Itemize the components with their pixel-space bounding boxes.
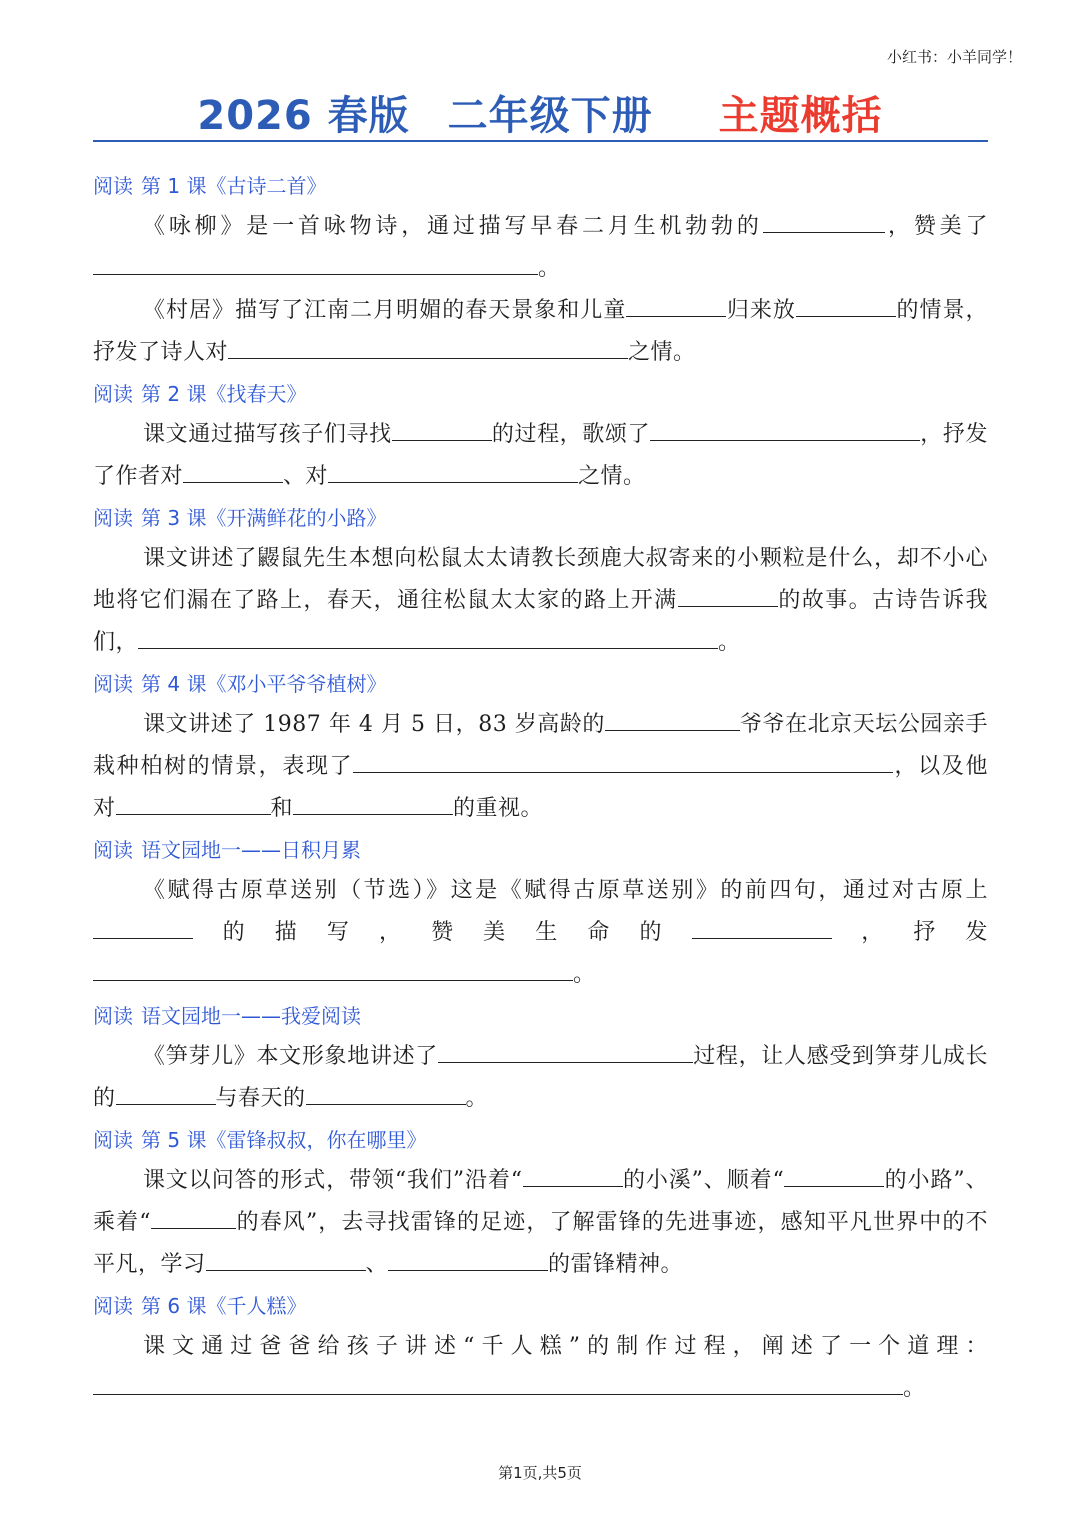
- section-tag: 阅读: [93, 838, 133, 862]
- section-tag: 阅读: [93, 382, 133, 406]
- paragraph: [93, 414, 988, 498]
- text-segment: 。: [573, 962, 596, 987]
- section-tag: 阅读: [93, 1004, 133, 1028]
- text-segment: ，赞美了: [884, 214, 988, 239]
- watermark-text: 小红书：小羊同学！: [886, 48, 1022, 66]
- section-tag: 阅读: [93, 174, 133, 198]
- text-segment: 之情。: [578, 464, 646, 489]
- text-segment: 归来放: [726, 298, 796, 323]
- section-lesson-6: [93, 1286, 988, 1410]
- fill-blank[interactable]: [93, 248, 538, 275]
- paragraph: [93, 1160, 988, 1286]
- section-heading: [93, 996, 988, 1036]
- text-segment: ，以及他对: [93, 754, 988, 821]
- section-heading: [93, 498, 988, 538]
- text-segment: 《村居》描写了江南二月明媚的春天景象和儿童: [143, 298, 627, 323]
- fill-blank[interactable]: [93, 1368, 903, 1395]
- fill-blank[interactable]: [796, 290, 896, 317]
- worksheet-content: [93, 166, 988, 1410]
- section-heading: [93, 166, 988, 206]
- text-segment: 《咏柳》是一首咏物诗，通过描写早春二月生机勃勃的: [143, 214, 763, 239]
- section-garden-1-accumulation: [93, 830, 988, 996]
- fill-blank[interactable]: [353, 746, 893, 773]
- fill-blank[interactable]: [183, 456, 283, 483]
- paragraph: [93, 704, 988, 830]
- text-segment: 。: [718, 630, 741, 655]
- fill-blank[interactable]: [93, 912, 193, 939]
- fill-blank[interactable]: [116, 1078, 216, 1105]
- text-segment: 《笋芽儿》本文形象地讲述了: [143, 1044, 438, 1069]
- section-lesson: 第 3 课《开满鲜花的小路》: [141, 506, 387, 530]
- text-segment: 、对: [283, 464, 329, 489]
- section-heading: [93, 1120, 988, 1160]
- fill-blank[interactable]: [650, 414, 920, 441]
- fill-blank[interactable]: [784, 1160, 884, 1187]
- fill-blank[interactable]: [306, 1078, 466, 1105]
- section-garden-1-reading: [93, 996, 988, 1120]
- section-lesson-3: [93, 498, 988, 664]
- section-tag: 阅读: [93, 1128, 133, 1152]
- section-tag: 阅读: [93, 506, 133, 530]
- section-heading: [93, 374, 988, 414]
- fill-blank[interactable]: [692, 912, 832, 939]
- text-segment: 过程，让人感受到笋芽儿成长的: [93, 1044, 988, 1111]
- title-topic: 主题概括: [718, 93, 883, 139]
- text-segment: 的故事。古诗告诉我们，: [93, 588, 988, 655]
- title-edition: 2026 春版: [197, 93, 410, 139]
- fill-blank[interactable]: [605, 704, 740, 731]
- text-segment: 。: [538, 256, 561, 281]
- text-segment: 的春风”，去寻找雷锋的足迹，了解雷锋的先进事迹，感知平凡世界中的不平凡，学习: [93, 1210, 989, 1277]
- section-heading: [93, 1286, 988, 1326]
- paragraph: [93, 290, 988, 374]
- fill-blank[interactable]: [388, 1244, 548, 1271]
- text-segment: 的雷锋精神。: [548, 1252, 684, 1277]
- section-lesson: 第 4 课《邓小平爷爷植树》: [141, 672, 387, 696]
- paragraph: [93, 1036, 988, 1120]
- text-segment: 。: [465, 1086, 489, 1111]
- fill-blank[interactable]: [392, 414, 492, 441]
- section-lesson: 第 2 课《找春天》: [141, 382, 307, 406]
- text-segment: 的重视。: [453, 796, 544, 821]
- fill-blank[interactable]: [151, 1202, 236, 1229]
- text-segment: 与春天的: [215, 1086, 306, 1111]
- text-segment: ，抒发: [831, 920, 988, 945]
- fill-blank[interactable]: [206, 1244, 366, 1271]
- text-segment: 《赋得古原草送别（节选）》这是《赋得古原草送别》的前四句，通过对古原上: [143, 878, 988, 903]
- text-segment: 爷爷在北京天坛公园亲手栽种柏树的情景，表现了: [93, 712, 988, 779]
- section-lesson: 语文园地一——日积月累: [141, 838, 361, 862]
- text-segment: 的过程，歌颂了: [491, 422, 651, 447]
- text-segment: 课文通过爸爸给孩子讲述“千人糕”的制作过程，阐述了一个道理：: [143, 1334, 988, 1359]
- text-segment: 课文通过描写孩子们寻找: [143, 422, 392, 447]
- section-lesson-2: [93, 374, 988, 498]
- title-grade: 二年级下册: [447, 93, 653, 139]
- text-segment: ，抒发了作者对: [93, 422, 988, 489]
- text-segment: 的描写，赞美生命的: [193, 920, 692, 945]
- fill-blank[interactable]: [438, 1036, 693, 1063]
- text-segment: 的小溪”、顺着“: [622, 1168, 785, 1193]
- text-segment: 的情景，抒发了诗人对: [93, 298, 988, 365]
- section-lesson: 第 6 课《千人糕》: [141, 1294, 307, 1318]
- fill-blank[interactable]: [678, 580, 778, 607]
- fill-blank[interactable]: [93, 954, 573, 981]
- fill-blank[interactable]: [228, 332, 628, 359]
- fill-blank[interactable]: [138, 622, 718, 649]
- text-segment: 课文讲述了鼹鼠先生本想向松鼠太太请教长颈鹿大叔寄来的小颗粒是什么，却不小心地将它们漏在了路上，春天，通往松鼠太太家的路上开满: [93, 546, 988, 613]
- text-segment: 的小路”、乘着“: [93, 1168, 988, 1235]
- text-segment: 。: [903, 1376, 926, 1401]
- paragraph: [93, 870, 988, 996]
- section-lesson: 语文园地一——我爱阅读: [141, 1004, 361, 1028]
- fill-blank[interactable]: [293, 788, 453, 815]
- section-lesson: 第 5 课《雷锋叔叔，你在哪里》: [141, 1128, 427, 1152]
- section-tag: 阅读: [93, 672, 133, 696]
- text-segment: 和: [270, 796, 294, 821]
- paragraph: [93, 1326, 988, 1410]
- section-lesson-4: [93, 664, 988, 830]
- section-heading: [93, 830, 988, 870]
- fill-blank[interactable]: [763, 206, 885, 233]
- fill-blank[interactable]: [116, 788, 271, 815]
- fill-blank[interactable]: [523, 1160, 623, 1187]
- page-title: [0, 88, 1080, 144]
- fill-blank[interactable]: [328, 456, 578, 483]
- section-lesson: 第 1 课《古诗二首》: [141, 174, 327, 198]
- text-segment: 之情。: [628, 340, 696, 365]
- page-number: 第1页,共5页: [498, 1464, 582, 1482]
- fill-blank[interactable]: [626, 290, 726, 317]
- section-tag: 阅读: [93, 1294, 133, 1318]
- text-segment: 课文以问答的形式，带领“我们”沿着“: [143, 1168, 523, 1193]
- text-segment: 课文讲述了 1987 年 4 月 5 日，83 岁高龄的: [143, 712, 605, 737]
- section-lesson-1: [93, 166, 988, 374]
- section-heading: [93, 664, 988, 704]
- text-segment: 、: [365, 1252, 389, 1277]
- paragraph: [93, 206, 988, 290]
- paragraph: [93, 538, 988, 664]
- section-lesson-5: [93, 1120, 988, 1286]
- title-divider: [93, 140, 988, 142]
